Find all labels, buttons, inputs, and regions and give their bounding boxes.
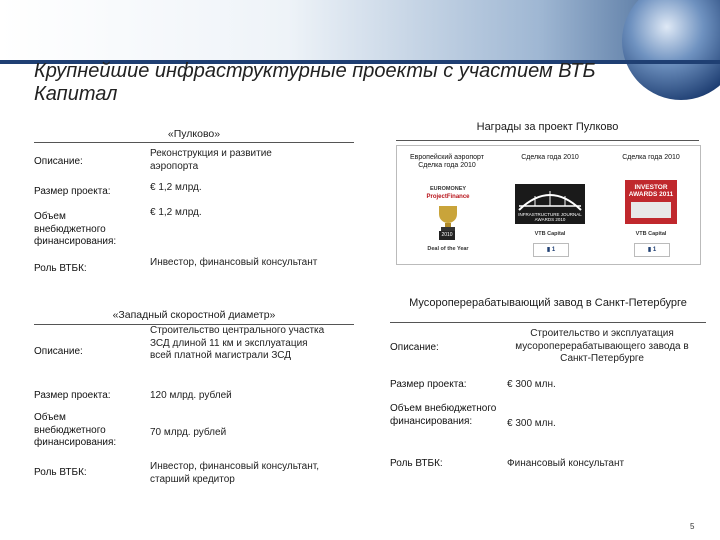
award-2-logo-box <box>515 184 585 224</box>
wsd-desc-value: Строительство центрального участка ЗСД длиной 11 км и эксплуатация всей платной магистрали ЗСД <box>150 325 325 361</box>
waste-role-label: Роль ВТБК: <box>390 458 443 469</box>
trophy-icon <box>435 204 461 232</box>
awards-divider <box>396 140 699 141</box>
waste-size-value: € 300 млн. <box>507 379 556 390</box>
pulkovo-divider <box>34 142 354 143</box>
wsd-financing-label: Объем внебюджетного финансирования: <box>34 412 117 448</box>
wsd-size-value: 120 млрд. рублей <box>150 390 232 401</box>
page-number: 5 <box>690 522 695 531</box>
pulkovo-financing-label: Объем внебюджетного финансирования: <box>34 211 117 247</box>
wsd-financing-value: 70 млрд. рублей <box>150 427 227 438</box>
waste-desc-label: Описание: <box>390 342 439 353</box>
header-band <box>0 0 720 64</box>
award-2-logo-bottom: VTB Capital <box>534 231 566 237</box>
award-3-sponsor-logo: ▮ 1 <box>634 243 670 257</box>
award-1-logo-main: ProjectFinance <box>426 194 470 200</box>
waste-role-value: Финансовый консультант <box>507 458 625 469</box>
award-1-year-badge: 2010 <box>439 231 455 240</box>
awards-panel <box>396 145 701 265</box>
wsd-size-label: Размер проекта: <box>34 390 111 401</box>
pulkovo-section-title: «Пулково» <box>167 128 221 140</box>
awards-section-title: Награды за проект Пулково <box>476 121 619 133</box>
pulkovo-role-value: Инвестор, финансовый консультант <box>150 257 318 268</box>
waste-divider <box>390 322 706 323</box>
pulkovo-size-value: € 1,2 млрд. <box>150 182 202 193</box>
waste-section-title: Мусороперерабатывающий завод в Санкт-Петербурге <box>409 297 687 309</box>
bridge-icon <box>515 184 585 212</box>
award-1-logo-bottom: Deal of the Year <box>427 246 469 252</box>
award-3-logo-main: INVESTOR AWARDS 2011 <box>628 184 674 198</box>
award-1-caption: Европейский аэропорт Сделка года 2010 <box>410 154 484 169</box>
award-3-caption: Сделка года 2010 <box>622 154 680 161</box>
waste-size-label: Размер проекта: <box>390 379 467 390</box>
wsd-role-label: Роль ВТБК: <box>34 467 87 478</box>
award-3-logo-bottom: VTB Capital <box>635 231 667 237</box>
pulkovo-financing-value: € 1,2 млрд. <box>150 207 202 218</box>
wsd-role-value: Инвестор, финансовый консультант, старший кредитор <box>150 461 319 485</box>
award-3-logo-panel <box>631 202 671 218</box>
waste-financing-value: € 300 млн. <box>507 418 556 429</box>
wsd-desc-label: Описание: <box>34 346 83 357</box>
waste-financing-label: Объем внебюджетного финансирования: <box>390 403 497 427</box>
wsd-section-title: «Западный скоростной диаметр» <box>112 309 276 321</box>
award-1-logo-top: EUROMONEY <box>429 186 467 192</box>
award-2-logo-main: INFRASTRUCTURE JOURNAL AWARDS 2010 <box>518 212 582 222</box>
pulkovo-size-label: Размер проекта: <box>34 186 111 197</box>
pulkovo-desc-value: Реконструкция и развитие аэропорта <box>150 148 272 172</box>
award-2-sponsor-logo: ▮ 1 <box>533 243 569 257</box>
award-2-caption: Сделка года 2010 <box>521 154 579 161</box>
waste-desc-value: Строительство и эксплуатация мусороперерабатывающего завода в Санкт-Петербурге <box>515 328 689 364</box>
pulkovo-desc-label: Описание: <box>34 156 83 167</box>
pulkovo-role-label: Роль ВТБК: <box>34 263 87 274</box>
award-3-logo-box <box>625 180 677 224</box>
slide-title: Крупнейшие инфраструктурные проекты с участием ВТБ Капитал <box>34 60 596 105</box>
